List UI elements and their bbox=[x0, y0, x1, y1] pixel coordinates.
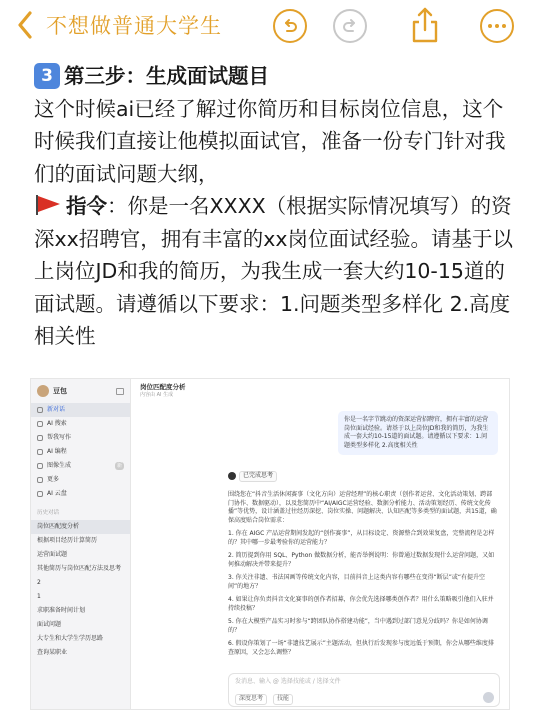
redo-button[interactable] bbox=[333, 9, 367, 43]
chevron-left-icon bbox=[17, 11, 33, 39]
brand-name: 豆包 bbox=[53, 386, 67, 395]
history-item[interactable]: 查询某职业 bbox=[37, 648, 68, 656]
instruction-paragraph bbox=[34, 190, 514, 353]
note-title: 不想做普通大学生 bbox=[46, 14, 222, 38]
history-item[interactable]: 大专生和大学生学历思路 bbox=[37, 634, 104, 642]
menu-item-icon bbox=[37, 477, 43, 483]
sidebar-menu-label: AI 搜索 bbox=[47, 419, 67, 427]
sidebar-menu-item[interactable] bbox=[31, 487, 130, 501]
sidebar-menu-label: AI 云盘 bbox=[47, 489, 67, 497]
sidebar-menu-label: 新对话 bbox=[47, 405, 66, 413]
brand-avatar-icon bbox=[37, 385, 49, 397]
red-flag-icon bbox=[34, 195, 64, 215]
undo-button[interactable] bbox=[273, 9, 307, 43]
top-navigation-bar bbox=[0, 0, 540, 52]
history-item[interactable]: 面试问题 bbox=[37, 620, 62, 628]
history-item[interactable]: 2 bbox=[37, 578, 41, 586]
chat-sidebar bbox=[31, 379, 131, 710]
menu-item-icon bbox=[37, 407, 43, 413]
input-tools bbox=[235, 694, 293, 705]
question-list bbox=[228, 530, 498, 657]
note-body bbox=[34, 60, 514, 353]
menu-item-icon bbox=[37, 463, 43, 469]
more-button[interactable] bbox=[480, 9, 514, 43]
step-heading-text: 第三步：生成面试题目 bbox=[64, 64, 269, 88]
chat-subtitle: 内容由 AI 生成 bbox=[140, 392, 174, 398]
share-icon bbox=[410, 6, 440, 44]
embedded-screenshot[interactable] bbox=[30, 378, 510, 710]
sidebar-menu-item[interactable] bbox=[31, 459, 130, 473]
input-tool-chip[interactable]: 技能 bbox=[273, 694, 293, 705]
instruction-colon: ： bbox=[107, 194, 128, 218]
sidebar-menu-item[interactable] bbox=[31, 431, 130, 445]
bot-header bbox=[228, 471, 277, 482]
instruction-label: 指令 bbox=[66, 194, 107, 218]
sidebar-menu-label: AI 编程 bbox=[47, 447, 67, 455]
thinking-status-chip[interactable]: 已完成思考 bbox=[239, 471, 277, 482]
question-item: 1. 你在 AIGC 产品运营期间发起的“创作赛事”，从目标设定、资源整合到效果复盘，完整流程是怎样的？其中哪一步最考验你的运营能力？ bbox=[228, 530, 495, 546]
sidebar-menu-label: 图像生成 bbox=[47, 461, 72, 469]
sidebar-menu-item[interactable] bbox=[31, 445, 130, 459]
menu-item-icon bbox=[37, 421, 43, 427]
history-section-label: 历史对话 bbox=[37, 510, 60, 516]
question-item: 2. 简历提到你用 SQL、Python 做数据分析，能否举例说明：你曾通过数据发现什么运营问题，又如何推动解决并带来提升？ bbox=[228, 552, 495, 568]
sidebar-menu-label: 更多 bbox=[47, 475, 60, 483]
sidebar-collapse-icon bbox=[116, 388, 124, 395]
redo-icon bbox=[341, 17, 359, 35]
history-list bbox=[31, 520, 130, 660]
history-item[interactable]: 求职准备时间计划 bbox=[37, 606, 86, 614]
sidebar-menu-label: 帮我写作 bbox=[47, 433, 72, 441]
input-tool-chip[interactable]: 深度思考 bbox=[235, 694, 267, 705]
menu-item-icon bbox=[37, 435, 43, 441]
intro-paragraph: 这个时候ai已经了解过你简历和目标岗位信息，这个时候我们直接让他模拟面试官，准备一份专门针对我们的面试问题大纲， bbox=[34, 96, 506, 186]
history-item[interactable]: 根据项目经历计算简历 bbox=[37, 536, 98, 544]
step-heading bbox=[34, 60, 514, 93]
back-button[interactable] bbox=[12, 8, 38, 42]
menu-item-icon bbox=[37, 491, 43, 497]
history-item[interactable]: 1 bbox=[37, 592, 41, 600]
sidebar-header bbox=[31, 379, 130, 403]
bot-avatar-icon bbox=[228, 472, 236, 480]
question-item: 6. 假设你策划了一场“非遗技艺展示”主题活动，但执行后发现参与度远低于预期，你会从哪些维度排查原因，又会怎么调整？ bbox=[228, 640, 494, 656]
question-item: 5. 你在大模型产品实习时参与“跨团队协作搭建功能”，当中遇到过部门意见分歧吗？你是如何协调的？ bbox=[228, 618, 488, 634]
sidebar-menu-item[interactable] bbox=[31, 417, 130, 431]
question-item: 4. 如果让你负责抖音文化赛事的创作者招募，你会优先选择哪类创作者？用什么策略吸引他们入驻并持续投稿？ bbox=[228, 596, 494, 612]
instruction-text: 你是一名XXXX（根据实际情况填写）的资深xx招聘官，拥有丰富的xx岗位面试经验。请基于以上岗位JD和我的简历，为我生成一套大约10-15道的面试题。请遵循以下要求：1.问题类型多样化 2.高度相关性 bbox=[34, 194, 514, 348]
more-horizontal-icon bbox=[488, 24, 492, 28]
history-item[interactable]: 运营面试题 bbox=[37, 550, 68, 558]
history-item[interactable]: 其他简历与岗位匹配方法及思考 bbox=[37, 564, 122, 572]
sidebar-menu bbox=[31, 403, 130, 501]
question-item: 3. 你关注非遗、书法国画等传统文化内容，目前抖音上这类内容有哪些在变得“断层”或“有提升空间”的地方？ bbox=[228, 574, 485, 590]
share-button[interactable] bbox=[410, 6, 440, 44]
user-message: 你是一名字节跳动的资深运营招聘官，拥有丰富的运营岗位面试经验。请基于以上岗位JD和我的简历，为我生成一套大约10-15道的面试题。请遵循以下要求：1.问题类型多样化 2.高度相关性 bbox=[338, 411, 498, 455]
keycap-number-badge: 3 bbox=[34, 63, 60, 89]
undo-icon bbox=[281, 17, 299, 35]
new-badge: 新 bbox=[116, 462, 122, 469]
chat-main bbox=[132, 379, 510, 710]
send-button[interactable] bbox=[483, 692, 494, 703]
answer-intro: 围绕您在“抖音生活休闲赛事（文化方向）运营经理”的核心职责（创作者运营、文化活动策划、跨部门协作、数据驱动），以及您简历中“AI/AIGC运营经验、数据分析能力、活动策划经历、传统文化传播”等优势，设计涵盖过往经历深挖、岗位实操、问题解决、认知匹配等多类型的面试题，共15道，确保高度贴合岗位需求： bbox=[228, 491, 497, 524]
chat-input-placeholder: 发消息、输入 @ 选择技能或 / 选择文件 bbox=[235, 678, 341, 685]
history-item[interactable]: 岗位匹配度分析 bbox=[31, 520, 130, 534]
more-dot bbox=[495, 24, 499, 28]
menu-item-icon bbox=[37, 449, 43, 455]
sidebar-menu-item[interactable] bbox=[31, 403, 130, 417]
more-dot bbox=[502, 24, 506, 28]
chat-input[interactable] bbox=[228, 673, 500, 707]
chat-title: 岗位匹配度分析 bbox=[140, 383, 186, 391]
sidebar-menu-item[interactable] bbox=[31, 473, 130, 487]
bot-answer bbox=[228, 491, 498, 662]
